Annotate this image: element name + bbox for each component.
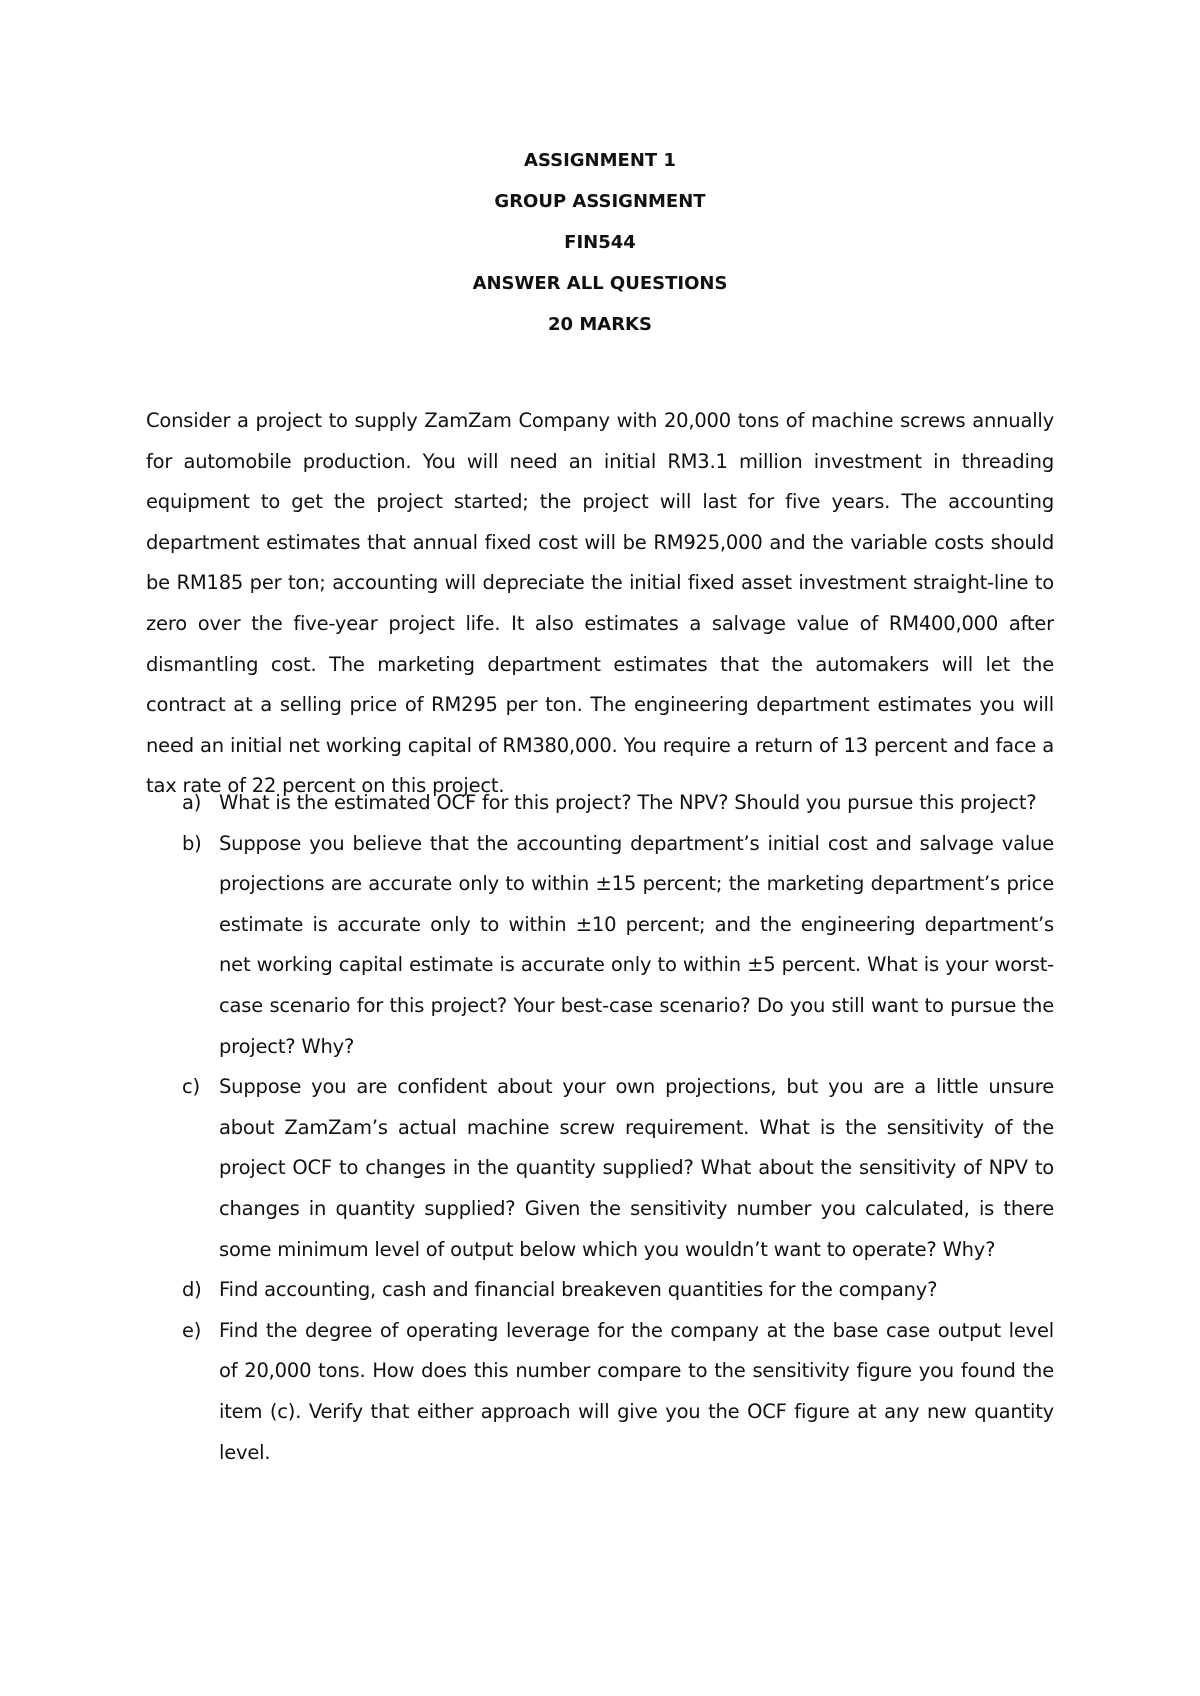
- question-item-b: [146, 824, 1054, 1068]
- course-code: FIN544: [564, 232, 636, 253]
- question-text: What is the estimated OCF for this project? The NPV? Should you pursue this project?: [219, 791, 1037, 814]
- assignment-header: [0, 140, 1200, 345]
- question-item-a: [146, 783, 1054, 824]
- question-label: a): [182, 791, 202, 814]
- intro-paragraph: Consider a project to supply ZamZam Company with 20,000 tons of machine screws annually for automobile production. You will need an initial RM3.1 million investment in threading equipment to get the project started; the project will last for five years. The accounting department estimates that annual fixed cost will be RM925,000 and the variable costs should be RM185 per ton; accounting will depreciate the initial fixed asset investment straight-line to zero over the five-year project life. It also estimates a salvage value of RM400,000 after dismantling cost. The marketing department estimates that the automakers will let the contract at a selling price of RM295 per ton. The engineering department estimates you will need an initial net working capital of RM380,000. You require a return of 13 percent and face a tax rate of 22 percent on this project.: [146, 409, 1054, 798]
- question-label: b): [182, 831, 202, 855]
- question-item-e: [146, 1311, 1054, 1473]
- question-text: Suppose you believe that the accounting department’s initial cost and salvage value projections are accurate only to within ±15 percent; the marketing department’s price estimate is accurate only to within ±10 percent; and the engineering department’s net working capital estimate is accurate only to within ±5 percent. What is your worst-case scenario for this project? Your best-case scenario? Do you still want to pursue the project? Why?: [219, 831, 1054, 1058]
- question-list: [146, 783, 1054, 1473]
- question-text: Find accounting, cash and financial breakeven quantities for the company?: [219, 1278, 938, 1302]
- total-marks: 20 MARKS: [548, 314, 652, 335]
- assignment-title: ASSIGNMENT 1: [524, 150, 676, 171]
- question-item-d: [146, 1270, 1054, 1311]
- question-item-c: [146, 1067, 1054, 1270]
- question-text: Find the degree of operating leverage for the company at the base case output level of 20,000 tons. How does this number compare to the sensitivity figure you found the item (c). Verify that either approach will give you the OCF figure at any new quantity level.: [219, 1318, 1054, 1464]
- question-label: e): [182, 1318, 202, 1342]
- question-label: c): [182, 1075, 200, 1099]
- question-label: d): [182, 1278, 202, 1302]
- question-text: Suppose you are confident about your own projections, but you are a little unsure about ZamZam’s actual machine screw requirement. What is the sensitivity of the project OCF to changes in the quantity supplied? What about the sensitivity of NPV to changes in quantity supplied? Given the sensitivity number you calculated, is there some minimum level of output below which you wouldn’t want to operate? Why?: [219, 1075, 1054, 1261]
- instruction: ANSWER ALL QUESTIONS: [472, 273, 728, 294]
- assignment-type: GROUP ASSIGNMENT: [494, 191, 706, 212]
